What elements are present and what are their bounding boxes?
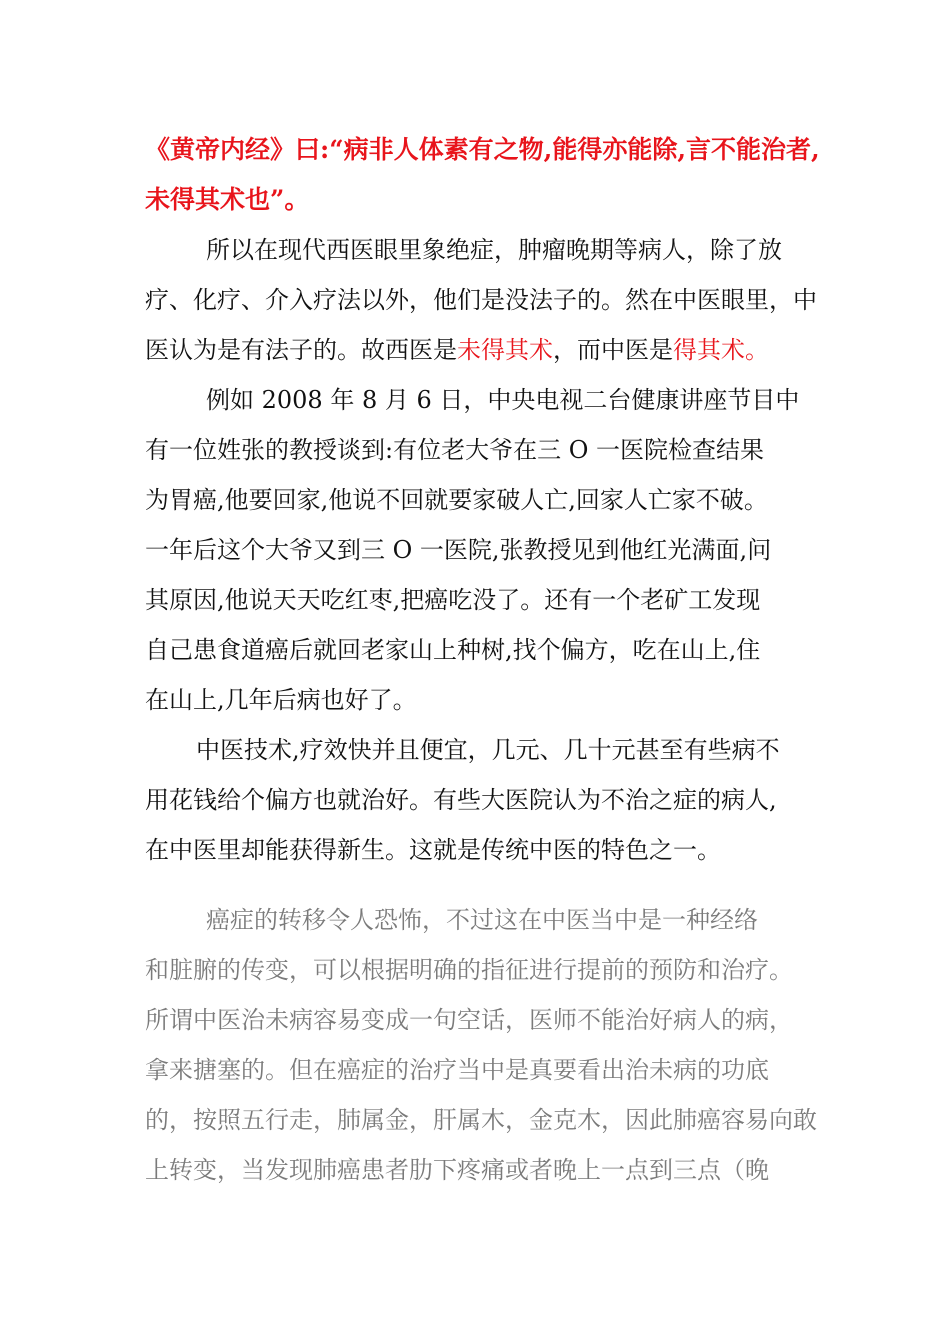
paragraph-line: 中医技术,疗效快并且便宜，几元、几十元甚至有些病不 bbox=[196, 736, 780, 764]
paragraph-line: 所以在现代西医眼里象绝症，肿瘤晚期等病人，除了放 bbox=[206, 236, 782, 264]
paragraph-line: 一年后这个大爷又到三 O 一医院,张教授见到他红光满面,问 bbox=[145, 536, 772, 564]
paragraph-line: 为胃癌,他要回家,他说不回就要家破人亡,回家人亡家不破。 bbox=[145, 486, 768, 514]
paragraph-line: 所谓中医治未病容易变成一句空话，医师不能治好病人的病， bbox=[145, 1006, 793, 1034]
paragraph-line: 疗、化疗、介入疗法以外，他们是没法子的。然在中医眼里，中 bbox=[145, 286, 817, 314]
paragraph-line: 拿来搪塞的。但在癌症的治疗当中是真要看出治未病的功底 bbox=[145, 1056, 769, 1084]
paragraph-line: 在中医里却能获得新生。这就是传统中医的特色之一。 bbox=[145, 836, 721, 864]
paragraph-line: 自己患食道癌后就回老家山上种树,找个偏方，吃在山上,住 bbox=[145, 636, 761, 664]
paragraph-line: 在山上,几年后病也好了。 bbox=[145, 686, 417, 714]
quote-line: 未得其术也”。 bbox=[145, 185, 310, 214]
paragraph-line: 用花钱给个偏方也就治好。有些大医院认为不治之症的病人, bbox=[145, 786, 777, 814]
paragraph-line: 有一位姓张的教授谈到:有位老大爷在三 O 一医院检查结果 bbox=[145, 436, 765, 464]
paragraph-line: 例如 2008 年 8 月 6 日，中央电视二台健康讲座节目中 bbox=[206, 386, 800, 414]
paragraph-text: ，而中医是 bbox=[553, 336, 673, 364]
paragraph-line: 和脏腑的传变，可以根据明确的指征进行提前的预防和治疗。 bbox=[145, 956, 793, 984]
paragraph-text: 医认为是有法子的。故西医是 bbox=[145, 336, 457, 364]
paragraph-line-mixed bbox=[145, 334, 769, 366]
paragraph-line: 其原因,他说天天吃红枣,把癌吃没了。还有一个老矿工发现 bbox=[145, 586, 761, 614]
paragraph-line: 的，按照五行走，肺属金，肝属木，金克木，因此肺癌容易向敢 bbox=[145, 1106, 817, 1134]
paragraph-line: 上转变，当发现肺癌患者肋下疼痛或者晚上一点到三点（晚 bbox=[145, 1156, 769, 1184]
highlight-text: 未得其术 bbox=[457, 336, 553, 364]
highlight-text: 得其术。 bbox=[673, 336, 769, 364]
quote-line: 《黄帝内经》曰:“病非人体素有之物,能得亦能除,言不能治者, bbox=[145, 135, 820, 164]
paragraph-line: 癌症的转移令人恐怖，不过这在中医当中是一种经络 bbox=[206, 906, 758, 934]
